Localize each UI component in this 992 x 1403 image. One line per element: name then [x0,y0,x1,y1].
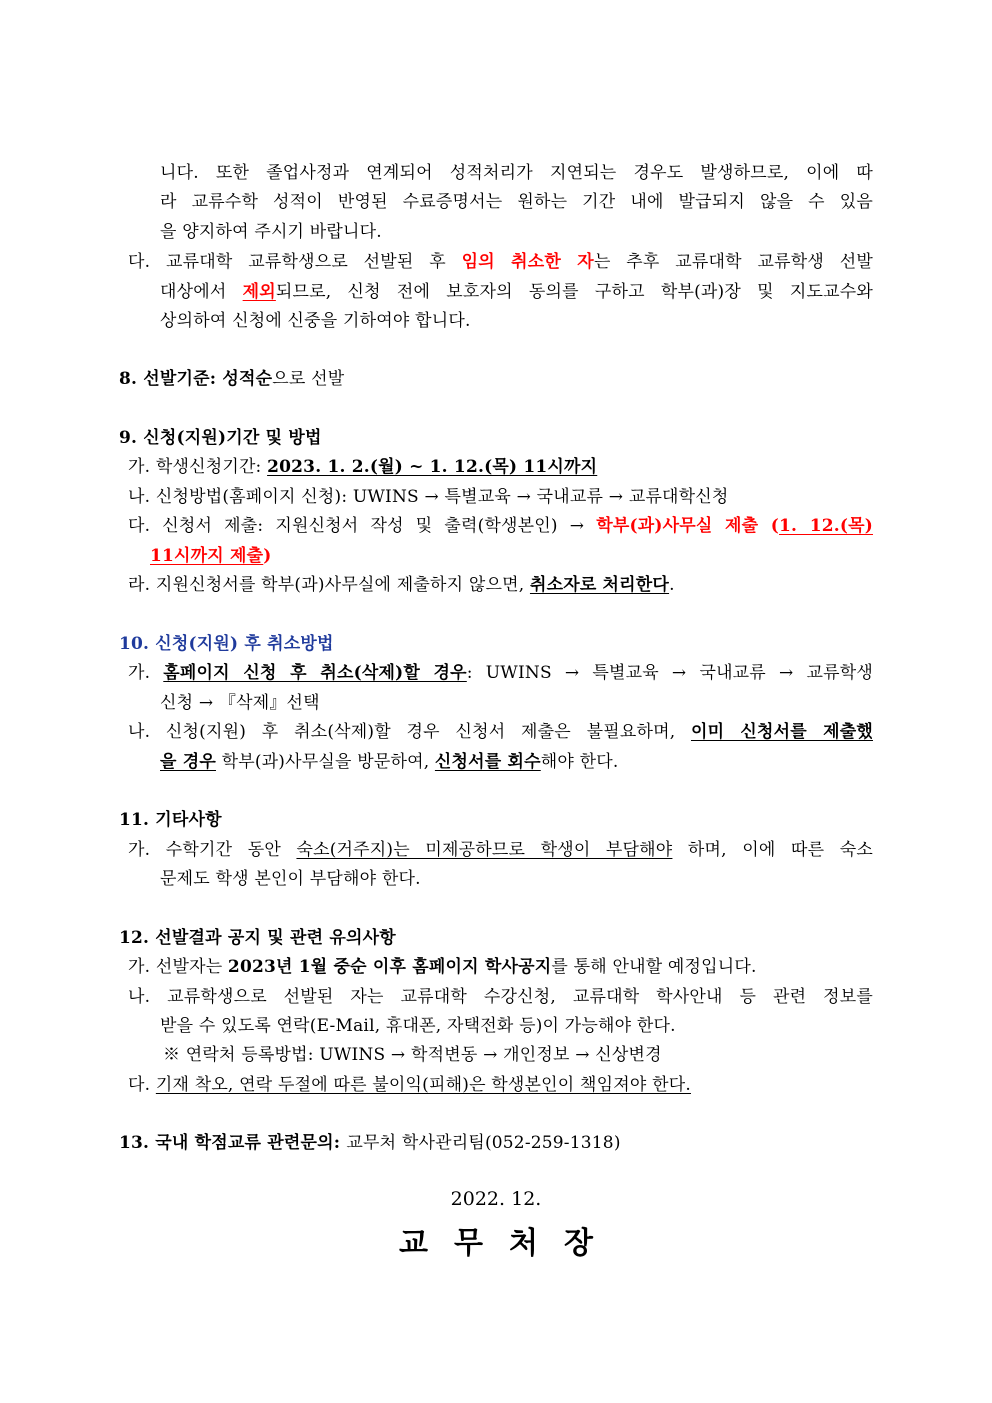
s11-item-ga-line-1 [128,838,873,862]
section-8-bold: 성적순 [222,369,273,389]
item-da-line-3: 상의하여 신청에 신중을 기하여야 합니다. [160,311,471,331]
text: 해야 한다. [540,752,619,772]
emphasis-red-underline: 1. 12.(목) [779,516,873,536]
emphasis-red: 학부(과)사무실 제출 ( [596,516,780,536]
item-da-line-2 [160,280,873,304]
s9-item-da-line-1 [128,514,873,538]
s12-item-na-line-1: 나. 교류학생으로 선발된 자는 교류대학 수강신청, 교류대학 학사안내 등 관련 정보를 [128,987,873,1007]
emphasis-bold: 2023년 1월 중순 이후 홈페이지 학사공지 [227,957,552,977]
section-9-title: 9. 신청(지원)기간 및 방법 [119,428,322,448]
emphasis-underline: 취소자로 처리한다 [529,575,670,595]
emphasis-underline: 홈페이지 신청 후 취소(삭제)할 경우 [163,663,467,683]
emphasis-red: ) [263,546,272,566]
underlined-text: 기재 착오, 연락 두절에 따른 불이익(피해)은 학생본인이 책임져야 한다. [155,1075,691,1095]
s11-item-ga-line-2: 문제도 학생 본인이 부담해야 한다. [160,869,421,889]
text: 가. 선발자는 [128,957,228,977]
cont-line-2: 라 교류수학 성적이 반영된 수료증명서는 원하는 기간 내에 발급되지 않을 수 있음 [160,192,873,212]
text: : UWINS → 특별교육 → 국내교류 → 교류학생 [466,663,873,683]
s12-item-na-line-2: 받을 수 있도록 연락(E-Mail, 휴대폰, 자택전화 등)이 가능해야 한다. [160,1016,676,1036]
s12-item-ga [128,955,757,979]
emphasis-underline: 을 경우 [160,752,216,772]
text: 는 추후 교류대학 교류학생 선발 [593,252,874,272]
text: 으로 선발 [272,369,345,389]
item-da-line-1 [128,250,873,274]
section-11-title: 11. 기타사항 [119,810,222,830]
text: 를 통해 안내할 예정입니다. [551,957,757,977]
s12-note: ※ 연락처 등록방법: UWINS → 학적변동 → 개인정보 → 신상변경 [163,1045,662,1065]
s10-item-ga-line-1 [128,661,873,685]
text: 되므로, 신청 전에 보호자의 동의를 구하고 학부(과)장 및 지도교수와 [275,282,873,302]
cont-line-1: 니다. 또한 졸업사정과 연계되어 성적처리가 지연되는 경우도 발생하므로, 이에 따 [160,163,873,183]
section-13 [119,1131,621,1155]
text: 가. 학생신청기간: [128,457,268,477]
s12-item-da [128,1073,691,1097]
text: 하며, 이에 따른 숙소 [672,840,874,860]
s10-item-ga-line-2: 신청 → 『삭제』선택 [160,693,320,713]
emphasis-underline: 이미 신청서를 제출했 [690,722,873,742]
text: 라. 지원신청서를 학부(과)사무실에 제출하지 않으면, [128,575,530,595]
period-underline: 2023. 1. 2.(월) ~ 1. 12.(목) 11시까지 [267,457,598,477]
emphasis-red-underline: 11시까지 제출 [150,546,264,566]
section-12-title: 12. 선발결과 공지 및 관련 유의사항 [119,928,396,948]
text: 나. 신청(지원) 후 취소(삭제)할 경우 신청서 제출은 불필요하며, [128,722,691,742]
document-date: 2022. 12. [450,1188,542,1210]
text: 다. [128,1075,156,1095]
s10-item-na-line-2 [160,750,618,774]
text: 가. [128,663,164,683]
s9-item-ra [128,573,675,597]
underlined-text: 숙소(거주지)는 미제공하므로 학생이 부담해야 [296,840,673,860]
s9-item-da-line-2 [150,544,272,568]
emphasis-underline: 신청서를 회수 [434,752,541,772]
s9-item-ga [128,455,597,479]
s9-item-na: 나. 신청방법(홈페이지 신청): UWINS → 특별교육 → 국내교류 → 교류대학신청 [128,487,729,507]
emphasis-red: 임의 취소한 자 [461,252,594,272]
text: 학부(과)사무실을 방문하여, [215,752,435,772]
signer-title: 교무처장 [399,1226,619,1261]
cont-line-3: 을 양지하여 주시기 바랍니다. [160,222,382,242]
section-8-label: 8. 선발기준: [119,369,223,389]
s10-item-na-line-1 [128,720,873,744]
text: 가. 수학기간 동안 [128,840,297,860]
section-13-label: 13. 국내 학점교류 관련문의: [119,1133,347,1153]
emphasis-red-underline: 제외 [242,282,276,302]
text: . [669,575,675,595]
text: 대상에서 [160,282,243,302]
text: 다. 교류대학 교류학생으로 선발된 후 [128,252,462,272]
section-10-title: 10. 신청(지원) 후 취소방법 [119,634,334,654]
section-8 [119,367,344,391]
text: 다. 신청서 제출: 지원신청서 작성 및 출력(학생본인) → [128,516,597,536]
contact-text: 교무처 학사관리팀(052-259-1318) [346,1133,621,1153]
